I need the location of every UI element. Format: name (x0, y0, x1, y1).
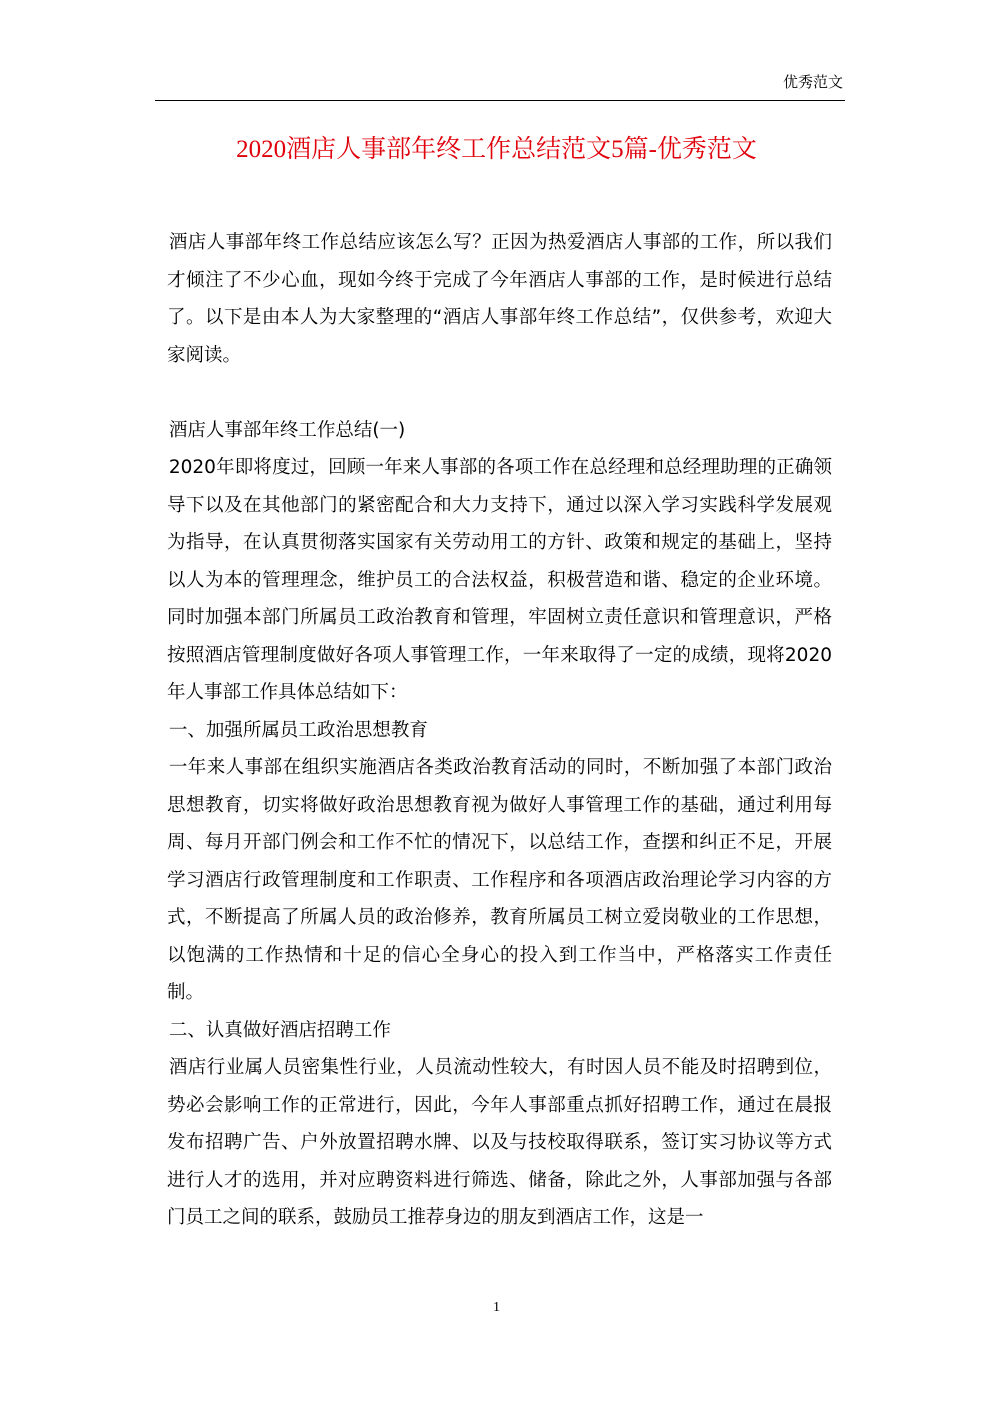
intro-paragraph: 酒店人事部年终工作总结应该怎么写？正因为热爱酒店人事部的工作，所以我们才倾注了不少心血，现如今终于完成了今年酒店人事部的工作，是时候进行总结了。以下是由本人为大家整理的“酒店人事部年终工作总结”，仅供参考，欢迎大家阅读。 (167, 232, 832, 366)
header-label: 优秀范文 (782, 75, 843, 91)
section-title: 酒店人事部年终工作总结(一) (168, 419, 406, 441)
header-divider (155, 100, 845, 101)
body-paragraph-3: 酒店行业属人员密集性行业，人员流动性较大，有时因人员不能及时招聘到位，势必会影响工作的正常进行，因此，今年人事部重点抓好招聘工作，通过在晨报发布招聘广告、户外放置招聘水牌、以及与技校取得联系，签订实习协议等方式进行人才的选用，并对应聘资料进行筛选、储备，除此之外，人事部加强与各部门员工之间的联系，鼓励员工推荐身边的朋友到酒店工作，这是一 (167, 1057, 832, 1228)
document-title: 2020酒店人事部年终工作总结范文5篇-优秀范文 (236, 136, 757, 163)
section-heading-2: 二、认真做好酒店招聘工作 (168, 1019, 391, 1041)
section-heading-1: 一、加强所属员工政治思想教育 (168, 719, 428, 741)
document-body (167, 224, 832, 1237)
body-paragraph-2: 一年来人事部在组织实施酒店各类政治教育活动的同时，不断加强了本部门政治思想教育，切实将做好政治思想教育视为做好人事管理工作的基础，通过利用每周、每月开部门例会和工作不忙的情况下，以总结工作，查摆和纠正不足，开展学习酒店行政管理制度和工作职责、工作程序和各项酒店政治理论学习内容的方式，不断提高了所属人员的政治修养，教育所属员工树立爱岗敬业的工作思想，以饱满的工作热情和十足的信心全身心的投入到工作当中，严格落实工作责任制。 (167, 757, 832, 1003)
page-number: 1 (493, 1300, 500, 1315)
blank-line (167, 374, 832, 412)
body-paragraph-1: 2020年即将度过，回顾一年来人事部的各项工作在总经理和总经理助理的正确领导下以及在其他部门的紧密配合和大力支持下，通过以深入学习实践科学发展观为指导，在认真贯彻落实国家有关劳动用工的方针、政策和规定的基础上，坚持以人为本的管理理念，维护员工的合法权益，积极营造和谐、稳定的企业环境。同时加强本部门所属员工政治教育和管理，牢固树立责任意识和管理意识，严格按照酒店管理制度做好各项人事管理工作，一年来取得了一定的成绩，现将2020年人事部工作具体总结如下： (167, 457, 832, 703)
